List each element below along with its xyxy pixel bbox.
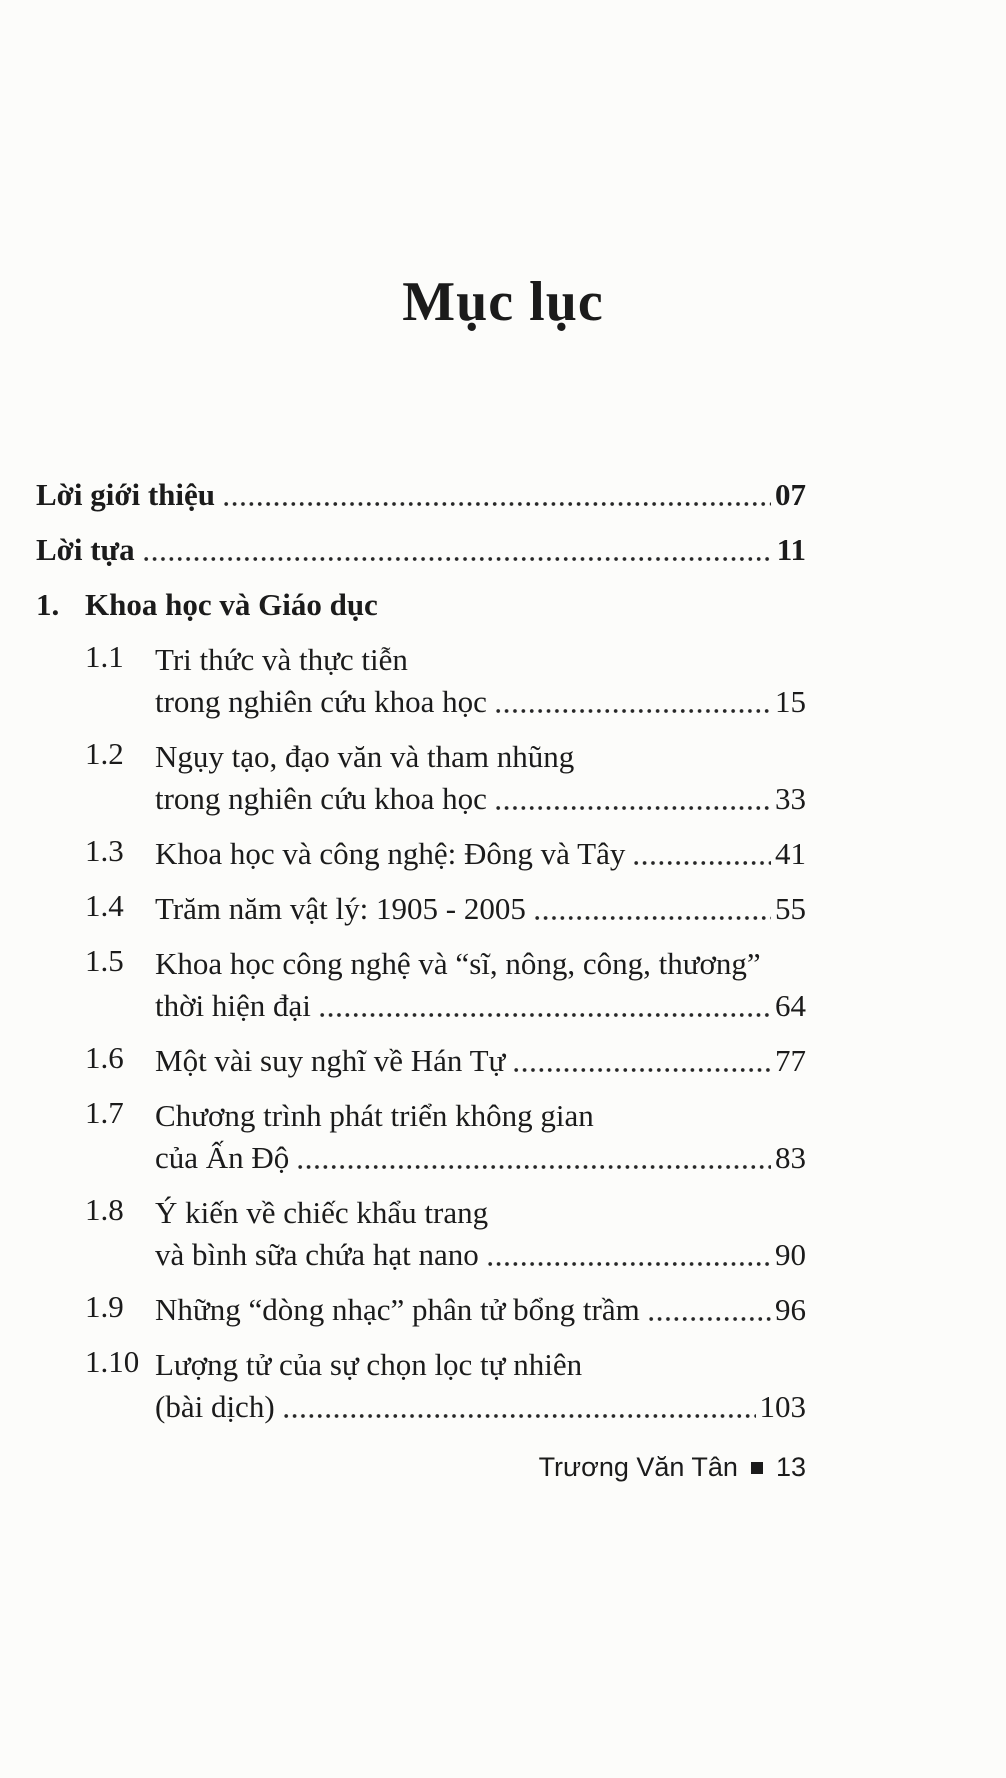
- entry-number: 1.7: [85, 1095, 124, 1130]
- entry-title: Trăm năm vật lý: 1905 - 2005: [155, 891, 526, 926]
- entry-title-line2: trong nghiên cứu khoa học: [155, 781, 487, 816]
- entry-page: 15: [775, 684, 806, 719]
- entry-title: Một vài suy nghĩ về Hán Tự: [155, 1043, 506, 1078]
- entry-title-line1: Tri thức và thực tiễn: [155, 642, 408, 677]
- entry-title-line2: và bình sữa chứa hạt nano: [155, 1237, 479, 1272]
- entry-number: 1.3: [85, 833, 124, 868]
- entry-page: 55: [775, 891, 806, 926]
- footer-author: Trương Văn Tân: [538, 1452, 738, 1482]
- toc-entry: [85, 833, 806, 875]
- entry-title-line1: Ý kiến về chiếc khẩu trang: [155, 1195, 489, 1230]
- entry-title-line1: Ngụy tạo, đạo văn và tham nhũng: [155, 739, 575, 774]
- dot-leader: [486, 1234, 771, 1276]
- square-bullet-icon: [751, 1462, 763, 1474]
- dot-leader: [318, 985, 771, 1027]
- page-footer: [539, 1452, 806, 1483]
- entry-number: 1.9: [85, 1289, 124, 1324]
- toc-entry: [85, 639, 806, 723]
- entry-page: 41: [775, 836, 806, 871]
- entry-page: 33: [775, 781, 806, 816]
- toc-entry: [85, 888, 806, 930]
- entry-page: 103: [759, 1389, 806, 1424]
- entry-page: 90: [775, 1237, 806, 1272]
- entry-number: 1.6: [85, 1040, 124, 1075]
- entry-page: 77: [775, 1043, 806, 1078]
- entry-title: Những “dòng nhạc” phân tử bổng trầm: [155, 1292, 640, 1327]
- entry-number: 1.2: [85, 736, 124, 771]
- toc-entry: [85, 736, 806, 820]
- toc-item-label: Lời tựa: [36, 532, 135, 567]
- dot-leader: [282, 1386, 756, 1428]
- entry-number: 1.4: [85, 888, 124, 923]
- entry-number: 1.10: [85, 1344, 140, 1379]
- chapter-heading: [36, 584, 806, 626]
- toc-entry: [85, 1344, 806, 1428]
- toc-item-label: Lời giới thiệu: [36, 477, 216, 512]
- entry-title-line1: Chương trình phát triển không gian: [155, 1098, 594, 1133]
- entry-page: 96: [775, 1292, 806, 1327]
- toc-entry: [85, 943, 806, 1027]
- toc-entry: [85, 1192, 806, 1276]
- entry-page: 64: [775, 988, 806, 1023]
- toc-item-page: 11: [776, 532, 806, 567]
- toc-item-page: 07: [775, 477, 806, 512]
- dot-leader: [142, 529, 773, 571]
- entry-title-line2: (bài dịch): [155, 1389, 275, 1424]
- entry-title-line2: thời hiện đại: [155, 988, 311, 1023]
- entry-title-line1: Khoa học công nghệ và “sĩ, nông, công, thương”: [155, 946, 761, 981]
- dot-leader: [512, 1040, 771, 1082]
- dot-leader: [296, 1137, 771, 1179]
- dot-leader: [533, 888, 771, 930]
- dot-leader: [222, 474, 771, 516]
- dot-leader: [632, 833, 771, 875]
- dot-leader: [647, 1289, 771, 1331]
- table-of-contents: [36, 474, 806, 1441]
- entry-title-line1: Lượng tử của sự chọn lọc tự nhiên: [155, 1347, 583, 1382]
- toc-front-item: [36, 474, 806, 516]
- toc-front-item: [36, 529, 806, 571]
- entry-page: 83: [775, 1140, 806, 1175]
- chapter-title: Khoa học và Giáo dục: [85, 587, 378, 622]
- chapter-number: 1.: [36, 587, 60, 622]
- toc-entry: [85, 1095, 806, 1179]
- entry-title: Khoa học và công nghệ: Đông và Tây: [155, 836, 626, 871]
- page-title: Mục lục: [402, 271, 604, 333]
- footer-page-number: 13: [775, 1452, 806, 1482]
- toc-entry: [85, 1040, 806, 1082]
- entry-title-line2: của Ấn Độ: [155, 1140, 290, 1175]
- entry-number: 1.1: [85, 639, 124, 674]
- dot-leader: [494, 681, 771, 723]
- dot-leader: [494, 778, 771, 820]
- entry-number: 1.8: [85, 1192, 124, 1227]
- entry-number: 1.5: [85, 943, 124, 978]
- toc-entry: [85, 1289, 806, 1331]
- entry-title-line2: trong nghiên cứu khoa học: [155, 684, 487, 719]
